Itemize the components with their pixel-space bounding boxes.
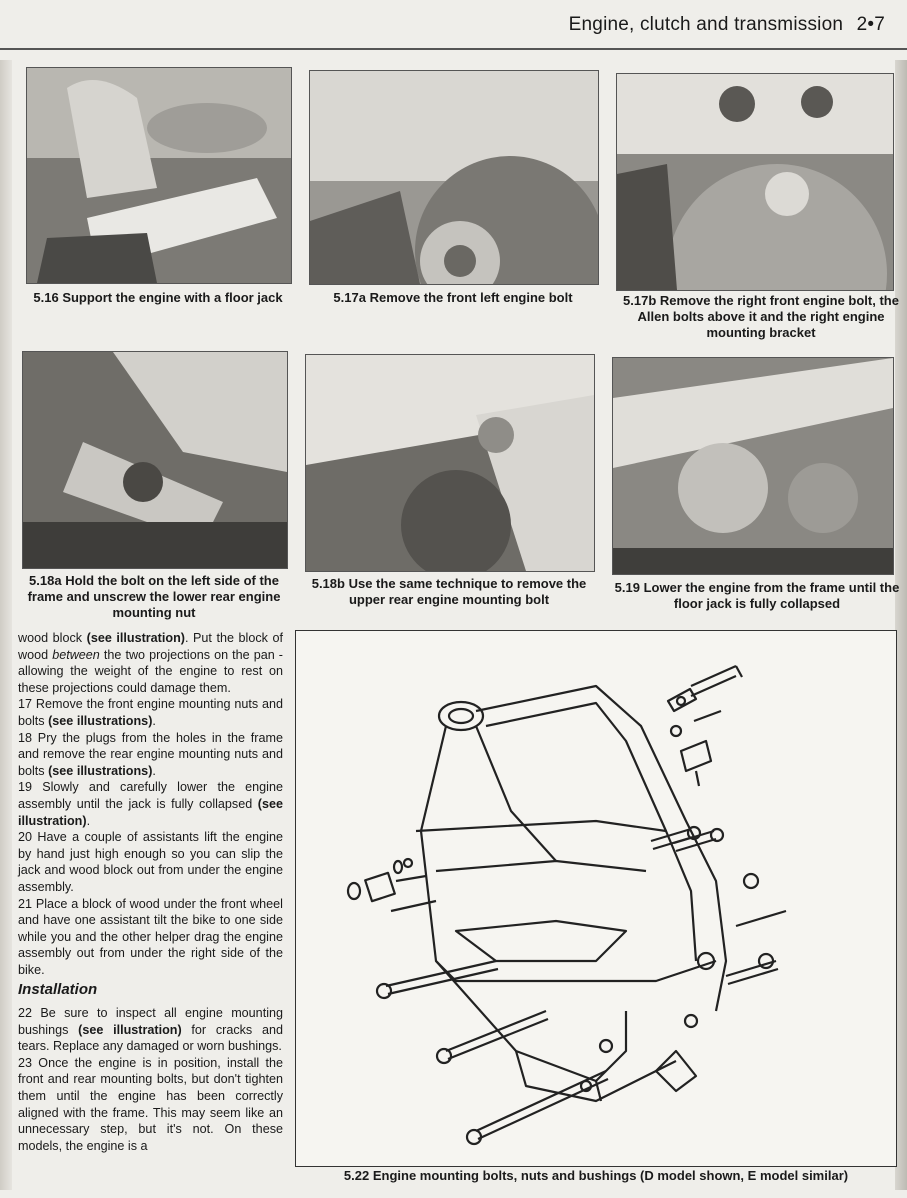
illustration-5-22 — [295, 630, 897, 1167]
paragraph-20: 20 Have a couple of assistants lift the engine by hand just high enough so you can slip the jack and wood block out from under the engine assembly. — [18, 830, 283, 894]
body-text-column — [18, 630, 283, 1154]
right-nuts — [744, 874, 773, 968]
caption-5-18b: 5.18b Use the same technique to remove the upper rear engine mounting bolt — [311, 576, 587, 607]
header-title: Engine, clutch and transmission — [568, 14, 844, 35]
caption-5-18a: 5.18a Hold the bolt on the left side of the frame and unscrew the lower rear engine mounting nut — [27, 573, 281, 620]
frame-drawing — [391, 686, 726, 1101]
paragraph-intro: wood block (see illustration). Put the block of wood between the two projections on the pan - allowing the weight of the engine to rest on these projections could damage them. — [18, 631, 283, 695]
top-bolt-assembly — [668, 666, 742, 786]
caption-5-17b: 5.17b Remove the right front engine bolt, the Allen bolts above it and the right engine mounting bracket — [623, 293, 899, 340]
paragraph-18: 18 Pry the plugs from the holes in the frame and remove the rear engine mounting nuts and bolts (see illustrations). — [18, 730, 283, 778]
caption-5-22: 5.22 Engine mounting bolts, nuts and bushings (D model shown, E model similar) — [343, 1168, 849, 1183]
page-header — [569, 14, 885, 36]
photo-5-19 — [612, 357, 894, 575]
photo-5-16 — [26, 67, 292, 284]
caption-5-16: 5.16 Support the engine with a floor jack — [33, 290, 283, 305]
page-left-edge — [0, 60, 12, 1190]
photo-5-17a — [309, 70, 599, 285]
caption-5-17a: 5.17a Remove the front left engine bolt — [333, 290, 573, 305]
page-number: 2•7 — [856, 14, 885, 35]
paragraph-22: 22 Be sure to inspect all engine mounting bushings (see illustration) for cracks and tears. Replace any damaged or worn bushings. — [18, 1006, 283, 1054]
paragraph-23: 23 Once the engine is in position, install the front and rear mounting bolts, but don't tighten them until the engine has been correctly aligned with the frame. This may seem like an unnecessary step, but it's not. On these models, the engine is a — [18, 1055, 283, 1153]
installation-heading: Installation — [18, 981, 98, 999]
photo-5-18a — [22, 351, 288, 569]
caption-5-19: 5.19 Lower the engine from the frame until the floor jack is fully collapsed — [614, 580, 900, 611]
paragraph-17: 17 Remove the front engine mounting nuts and bolts (see illustrations). — [18, 697, 283, 728]
photo-5-17b — [616, 73, 894, 291]
paragraph-21: 21 Place a block of wood under the front wheel and have one assistant tilt the bike to one side while you and the other helper drag the engine assembly out from under the right side of the bike. — [18, 896, 283, 977]
paragraph-19: 19 Slowly and carefully lower the engine assembly until the jack is fully collapsed (see illustration). — [18, 780, 283, 828]
header-rule — [0, 48, 907, 50]
photo-5-18b — [305, 354, 595, 572]
